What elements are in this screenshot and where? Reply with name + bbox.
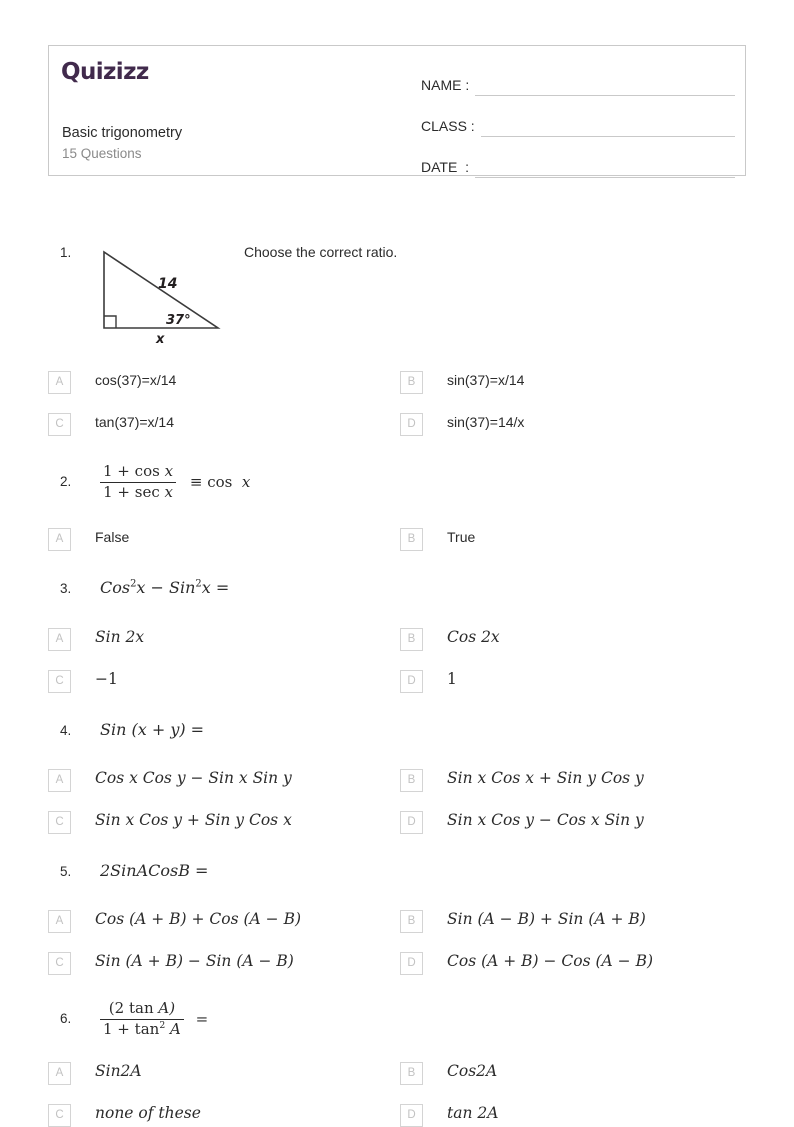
option-b-text: sin(37)=x/14 [447, 372, 525, 388]
option-c-text: none of these [95, 1104, 201, 1122]
triangle-base-label: x [156, 332, 165, 344]
option-a[interactable] [48, 628, 144, 651]
option-c[interactable] [48, 952, 294, 975]
option-a[interactable] [48, 1062, 142, 1085]
option-a[interactable] [48, 910, 301, 933]
option-c-letter: C [48, 1104, 71, 1127]
option-b-letter: B [400, 371, 423, 394]
right-triangle-figure [96, 244, 228, 349]
option-c-letter: C [48, 952, 71, 975]
option-b[interactable] [400, 910, 646, 933]
option-a[interactable] [48, 371, 176, 394]
date-field-row [421, 147, 735, 178]
question-2-number: 2. [60, 474, 72, 489]
question-2-fraction: $\frac{\text{1 + cos x}}{\text{1 + sec x}}$ [100, 463, 176, 501]
triangle-hypotenuse-label: 14 [158, 276, 178, 292]
option-b[interactable] [400, 528, 475, 551]
option-b-letter: B [400, 910, 423, 933]
option-b[interactable] [400, 1062, 497, 1085]
option-c-letter: C [48, 811, 71, 834]
option-a-text: Sin 2x [95, 628, 145, 646]
option-b[interactable] [400, 628, 500, 651]
option-b-text: Cos2A [447, 1062, 498, 1080]
question-6-equals: = [195, 1010, 209, 1029]
option-d-text: Cos (A + B) − Cos (A − B) [447, 952, 654, 970]
option-d-text: sin(37)=14/x [447, 414, 525, 430]
option-d-letter: D [400, 670, 423, 693]
option-a-text: cos(37)=x/14 [95, 372, 177, 388]
option-a-letter: A [48, 1062, 71, 1085]
name-field-label: NAME : [421, 77, 470, 93]
class-field-label: CLASS : [421, 118, 475, 134]
question-6-prompt [100, 1000, 208, 1038]
date-field-input[interactable] [475, 155, 735, 178]
option-c-text: Sin x Cos y + Sin y Cos x [95, 811, 292, 829]
option-d-text: Sin x Cos y − Cos x Sin y [447, 811, 644, 829]
option-c-text: Sin (A + B) − Sin (A − B) [95, 952, 294, 970]
option-d[interactable] [400, 413, 524, 436]
question-count: 15 Questions [62, 146, 142, 161]
triangle-angle-label: 37° [166, 313, 191, 328]
class-field-row [421, 106, 735, 137]
option-b-letter: B [400, 769, 423, 792]
name-field-input[interactable] [475, 73, 735, 96]
option-b-text: Sin x Cos x + Sin y Cos y [447, 769, 644, 787]
option-c[interactable] [48, 670, 118, 693]
option-d-letter: D [400, 1104, 423, 1127]
question-1-prompt: Choose the correct ratio. [244, 244, 398, 260]
question-4-number: 4. [60, 723, 72, 738]
quizizz-logo: Quizizz [61, 59, 149, 85]
date-field-label: DATE : [421, 159, 469, 175]
option-d-text: 1 [447, 670, 457, 688]
option-b-letter: B [400, 528, 423, 551]
name-field-row [421, 65, 735, 96]
question-2-prompt [100, 463, 250, 501]
option-b[interactable] [400, 371, 524, 394]
option-a-text: False [95, 529, 130, 545]
option-d-text: tan 2A [447, 1104, 499, 1122]
option-b-text: Cos 2x [447, 628, 500, 646]
question-4-prompt: Sin (x + y) = [100, 720, 205, 739]
question-3-number: 3. [60, 581, 72, 596]
option-d-letter: D [400, 413, 423, 436]
option-c[interactable] [48, 811, 292, 834]
option-a-letter: A [48, 769, 71, 792]
option-d[interactable] [400, 670, 457, 693]
option-c-text: tan(37)=x/14 [95, 414, 174, 430]
option-b-text: True [447, 529, 476, 545]
question-2-identity: ≡ cos x [189, 473, 251, 492]
option-a-letter: A [48, 371, 71, 394]
option-b-letter: B [400, 1062, 423, 1085]
question-5-prompt: 2SinACosB = [100, 861, 209, 880]
option-b[interactable] [400, 769, 644, 792]
question-6-fraction: $\frac{\text{(2 tan A)}}{1 + \tan^2 A}$ [100, 1000, 184, 1038]
option-d[interactable] [400, 811, 644, 834]
option-b-letter: B [400, 628, 423, 651]
option-d[interactable] [400, 1104, 498, 1127]
question-5-number: 5. [60, 864, 72, 879]
option-d[interactable] [400, 952, 653, 975]
question-3-prompt: Cos$^2$x − Sin$^2$x = [100, 578, 230, 597]
option-a-text: Cos x Cos y − Sin x Sin y [95, 769, 292, 787]
worksheet-header [48, 45, 746, 176]
option-a[interactable] [48, 528, 129, 551]
option-d-letter: D [400, 952, 423, 975]
option-c[interactable] [48, 1104, 201, 1127]
option-d-letter: D [400, 811, 423, 834]
option-a-letter: A [48, 528, 71, 551]
option-b-text: Sin (A − B) + Sin (A + B) [447, 910, 646, 928]
option-a-text: Cos (A + B) + Cos (A − B) [95, 910, 302, 928]
option-c[interactable] [48, 413, 174, 436]
option-a[interactable] [48, 769, 292, 792]
option-a-letter: A [48, 628, 71, 651]
student-info-fields [421, 65, 735, 188]
question-6-number: 6. [60, 1011, 72, 1026]
question-1-number: 1. [60, 245, 72, 260]
option-a-text: Sin2A [95, 1062, 142, 1080]
option-c-letter: C [48, 413, 71, 436]
class-field-input[interactable] [481, 114, 735, 137]
option-c-text: −1 [95, 670, 118, 688]
quiz-title: Basic trigonometry [62, 125, 183, 141]
option-a-letter: A [48, 910, 71, 933]
option-c-letter: C [48, 670, 71, 693]
